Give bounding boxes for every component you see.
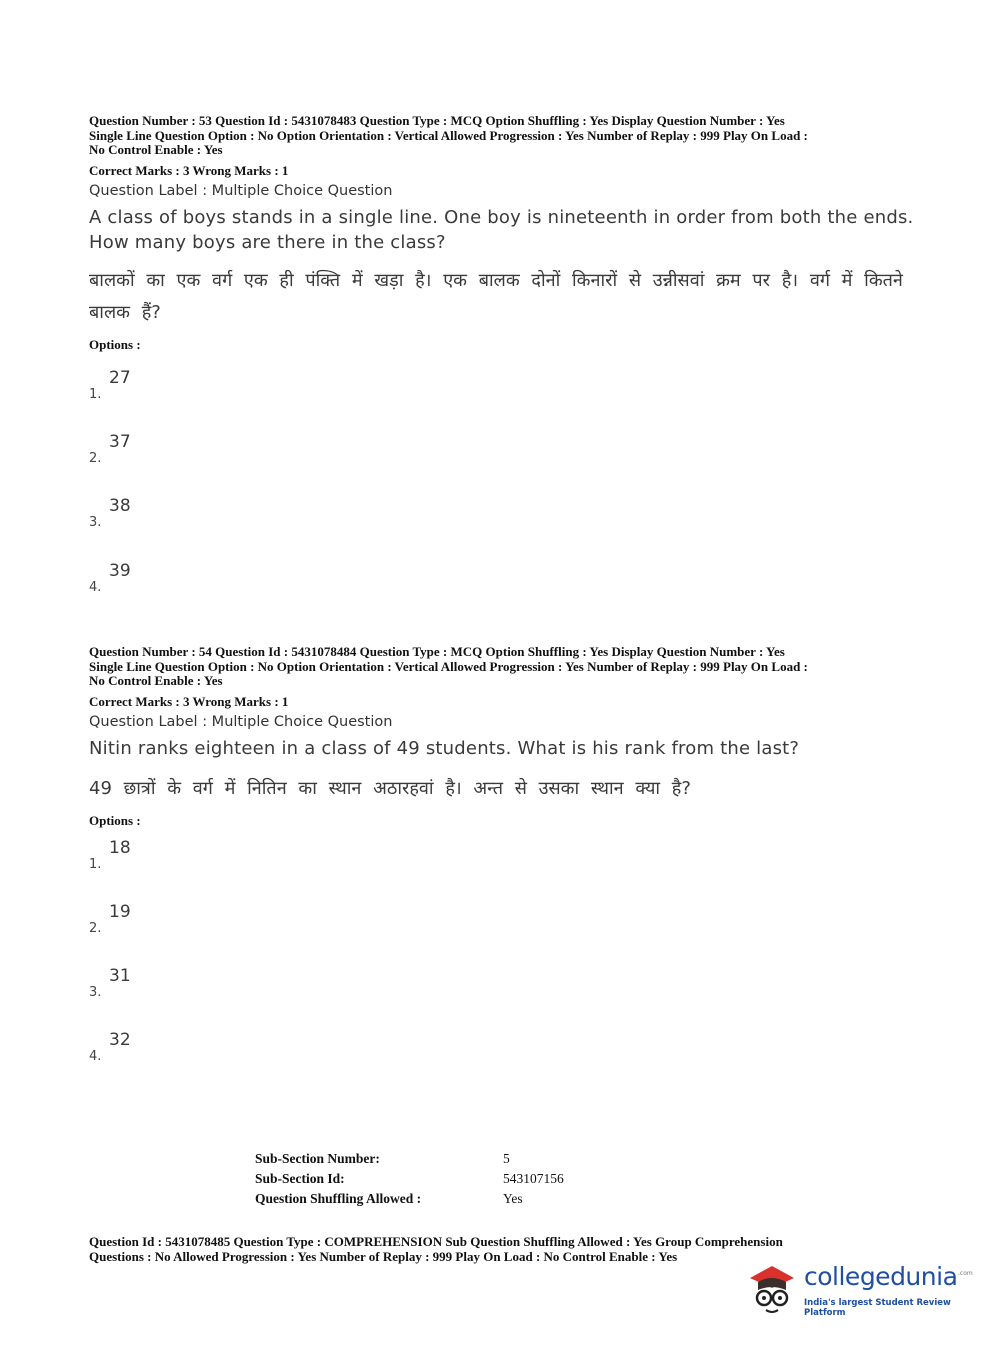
question-54 xyxy=(89,645,919,829)
option-number: 2. xyxy=(89,451,102,466)
option-item xyxy=(89,966,209,1000)
comprehension-meta: Question Id : 5431078485 Question Type : COMPREHENSION Sub Question Shuffling Allowed : Yes Group Comprehension Questions : No Allowed Progression : Yes Number of Replay : 999 Play On Load : No Control Enable : Yes xyxy=(89,1234,783,1264)
question-marks: Correct Marks : 3 Wrong Marks : 1 xyxy=(89,693,289,709)
option-number: 1. xyxy=(89,387,102,402)
option-value: 18 xyxy=(109,838,131,858)
question-meta: Question Number : 53 Question Id : 5431078483 Question Type : MCQ Option Shuffling : Yes Display Question Number : Yes Single Line Question Option : No Option Orientation : Vertical Allowed Progression : Yes Number of Replay : 999 Play On Load : No Control Enable : Yes xyxy=(89,113,808,157)
question-marks: Correct Marks : 3 Wrong Marks : 1 xyxy=(89,162,289,178)
subsection-shuffle-value: Yes xyxy=(503,1191,523,1206)
option-item xyxy=(89,561,209,595)
mascot-icon xyxy=(742,1256,802,1320)
option-item xyxy=(89,432,209,466)
option-value: 39 xyxy=(109,561,131,581)
question-label: Question Label : Multiple Choice Question xyxy=(89,713,393,730)
question-text-english: A class of boys stands in a single line. One boy is nineteenth in order from both the ends. How many boys are there in the class? xyxy=(89,206,914,253)
option-item xyxy=(89,368,209,402)
logo-wordmark: collegedunia xyxy=(804,1262,958,1291)
option-value: 37 xyxy=(109,432,131,452)
question-meta: Question Number : 54 Question Id : 5431078484 Question Type : MCQ Option Shuffling : Yes Display Question Number : Yes Single Line Question Option : No Option Orientation : Vertical Allowed Progression : Yes Number of Replay : 999 Play On Load : No Control Enable : Yes xyxy=(89,644,808,688)
question-53 xyxy=(89,114,919,353)
question-text-hindi: 49 छात्रों के वर्ग में नितिन का स्थान अठारहवां है। अन्त से उसका स्थान क्या है? xyxy=(89,777,691,799)
option-number: 3. xyxy=(89,985,102,1000)
subsection-shuffle-label: Question Shuffling Allowed : xyxy=(255,1191,422,1206)
options-title: Options : xyxy=(89,336,141,352)
options-title: Options : xyxy=(89,812,141,828)
option-item xyxy=(89,838,209,872)
option-value: 27 xyxy=(109,368,131,388)
option-number: 4. xyxy=(89,1049,102,1064)
question-text-hindi: बालकों का एक वर्ग एक ही पंक्ति में खड़ा है। एक बालक दोनों किनारों से उन्नीसवां क्रम पर है। वर्ग में कितने बालक हैं? xyxy=(89,269,903,323)
option-item xyxy=(89,902,209,936)
option-number: 3. xyxy=(89,515,102,530)
option-number: 4. xyxy=(89,580,102,595)
option-item xyxy=(89,1030,209,1064)
subsection-id-label: Sub-Section Id: xyxy=(255,1171,345,1186)
logo-domain: .com xyxy=(958,1270,973,1277)
option-value: 32 xyxy=(109,1030,131,1050)
option-value: 31 xyxy=(109,966,131,986)
logo-tagline: India's largest Student Review Platform xyxy=(804,1298,951,1318)
subsection-number-label: Sub-Section Number: xyxy=(255,1151,380,1166)
option-value: 38 xyxy=(109,496,131,516)
collegedunia-logo xyxy=(742,1256,972,1320)
question-text-english: Nitin ranks eighteen in a class of 49 students. What is his rank from the last? xyxy=(89,737,800,759)
subsection-id-value: 543107156 xyxy=(503,1171,564,1186)
option-item xyxy=(89,496,209,530)
subsection-number-value: 5 xyxy=(503,1151,510,1166)
option-value: 19 xyxy=(109,902,131,922)
option-number: 1. xyxy=(89,857,102,872)
question-label: Question Label : Multiple Choice Question xyxy=(89,182,393,199)
option-number: 2. xyxy=(89,921,102,936)
